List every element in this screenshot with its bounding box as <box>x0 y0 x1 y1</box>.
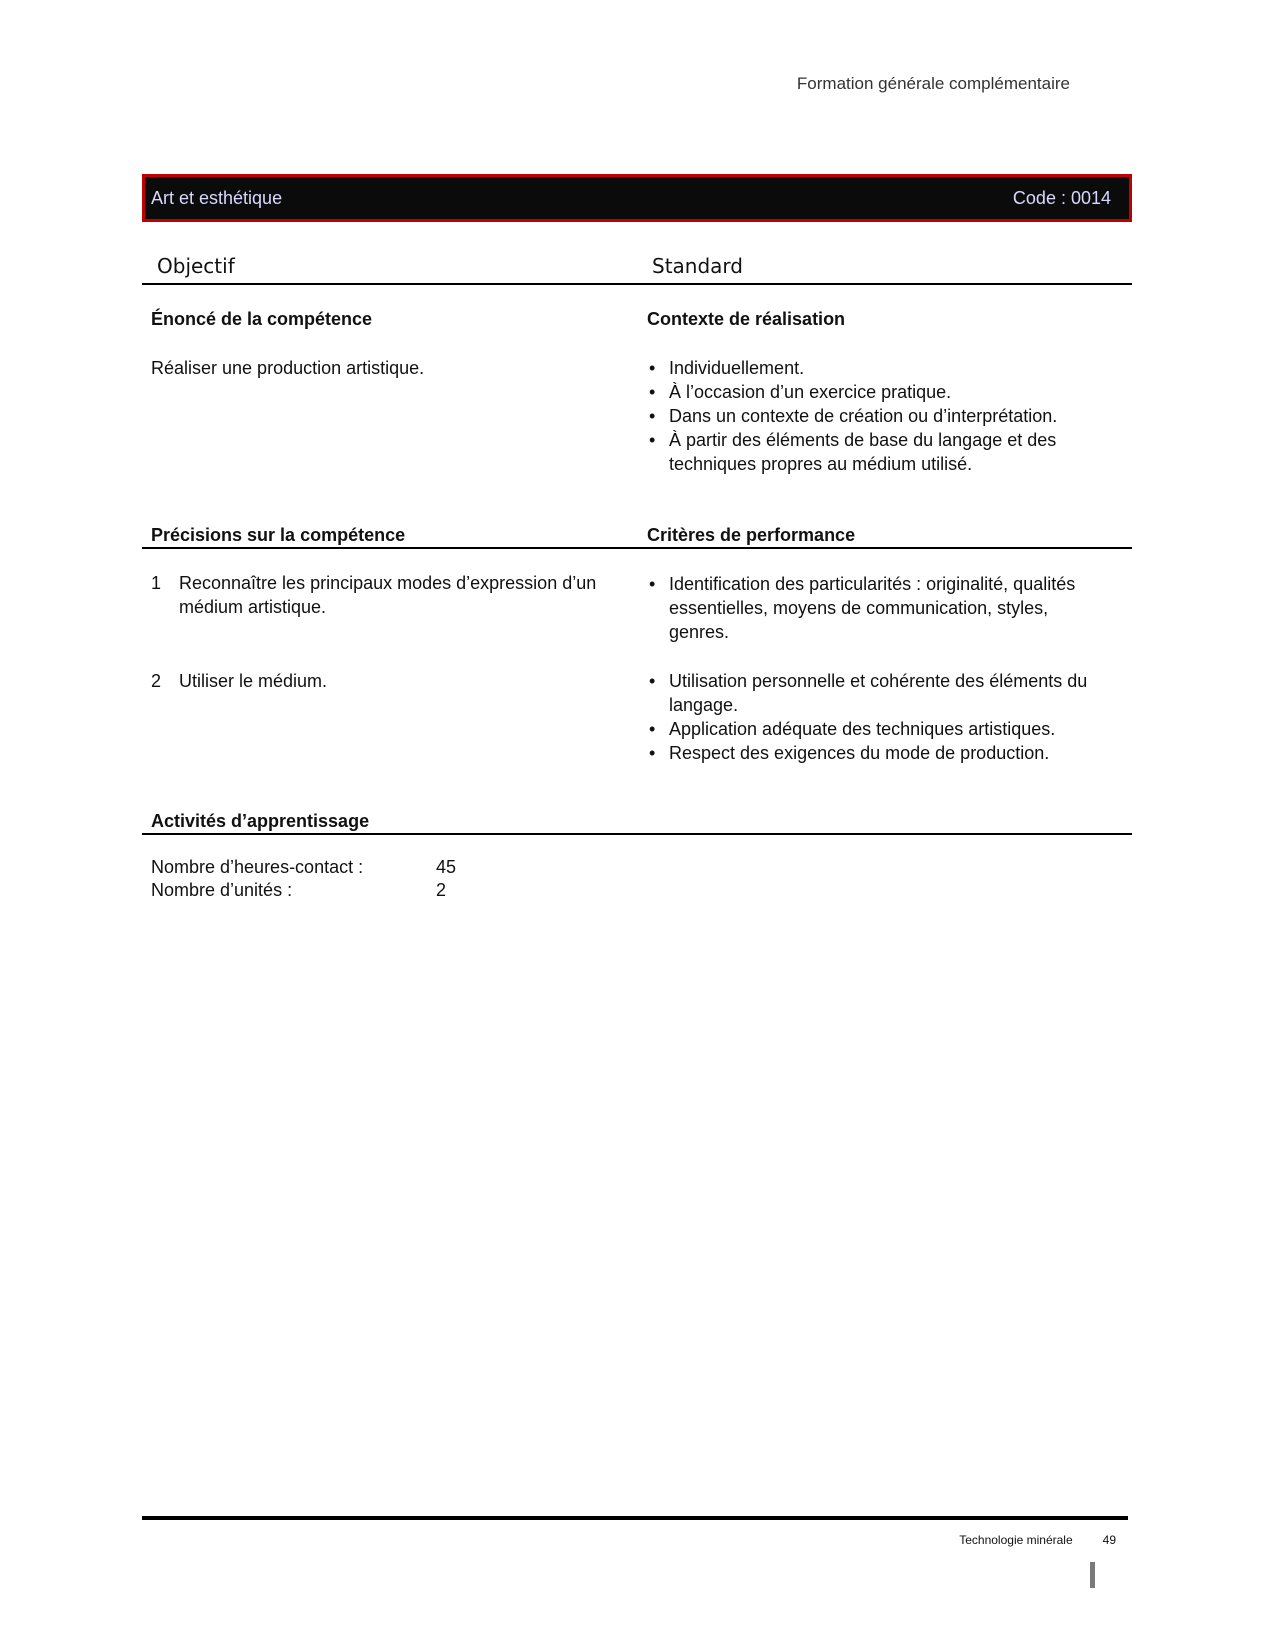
criteria-item: • Application adéquate des techniques artistiques. <box>647 717 1107 741</box>
course-title-bar <box>142 174 1132 222</box>
page-footer <box>959 1533 1116 1547</box>
precisions-rule <box>142 547 1132 549</box>
page-number: 49 <box>1102 1533 1116 1547</box>
page-edge-marker <box>1090 1562 1095 1588</box>
course-title: Art et esthétique <box>151 187 283 208</box>
hours-block <box>151 856 456 902</box>
context-item: • À l’occasion d’un exercice pratique. <box>647 380 1107 404</box>
header-rule <box>142 283 1132 285</box>
context-item: • Dans un contexte de création ou d’interprétation. <box>647 404 1107 428</box>
competence-statement: Réaliser une production artistique. <box>151 358 425 378</box>
item-text: Reconnaître les principaux modes d’expression d’un médium artistique. <box>179 573 597 617</box>
hours-label: Nombre d’heures-contact : <box>151 857 364 877</box>
criteria-item: • Respect des exigences du mode de production. <box>647 741 1107 765</box>
statement-heading: Énoncé de la compétence <box>151 309 373 329</box>
context-item: • À partir des éléments de base du langage et des techniques propres au médium utilisé. <box>647 428 1107 476</box>
units-label: Nombre d’unités : <box>151 880 293 900</box>
item-number: 2 <box>151 671 162 691</box>
item-number: 1 <box>151 573 162 593</box>
course-code: Code : 0014 <box>1012 187 1111 208</box>
units-value: 2 <box>436 880 447 900</box>
context-heading: Contexte de réalisation <box>647 309 846 329</box>
objective-column-header: Objectif <box>157 254 235 278</box>
context-item: • Individuellement. <box>647 356 1107 380</box>
running-header: Formation générale complémentaire <box>796 74 1070 93</box>
precision-item-1 <box>151 571 621 619</box>
hours-value: 45 <box>436 857 457 877</box>
precision-item-2 <box>151 669 621 693</box>
activities-rule <box>142 833 1132 835</box>
criteria-list-1 <box>647 572 1107 644</box>
footer-program: Technologie minérale <box>959 1533 1073 1547</box>
precisions-heading: Précisions sur la compétence <box>151 525 406 545</box>
standard-column-header: Standard <box>652 254 743 278</box>
context-list <box>647 356 1107 476</box>
criteria-list-2 <box>647 669 1107 765</box>
criteria-heading: Critères de performance <box>647 525 856 545</box>
criteria-item: • Identification des particularités : originalité, qualités essentielles, moyens de communication, styles, genres. <box>647 572 1107 644</box>
footer-rule <box>142 1516 1128 1520</box>
activities-heading: Activités d’apprentissage <box>151 811 370 831</box>
item-text: Utiliser le médium. <box>179 671 328 691</box>
criteria-item: • Utilisation personnelle et cohérente des éléments du langage. <box>647 669 1107 717</box>
